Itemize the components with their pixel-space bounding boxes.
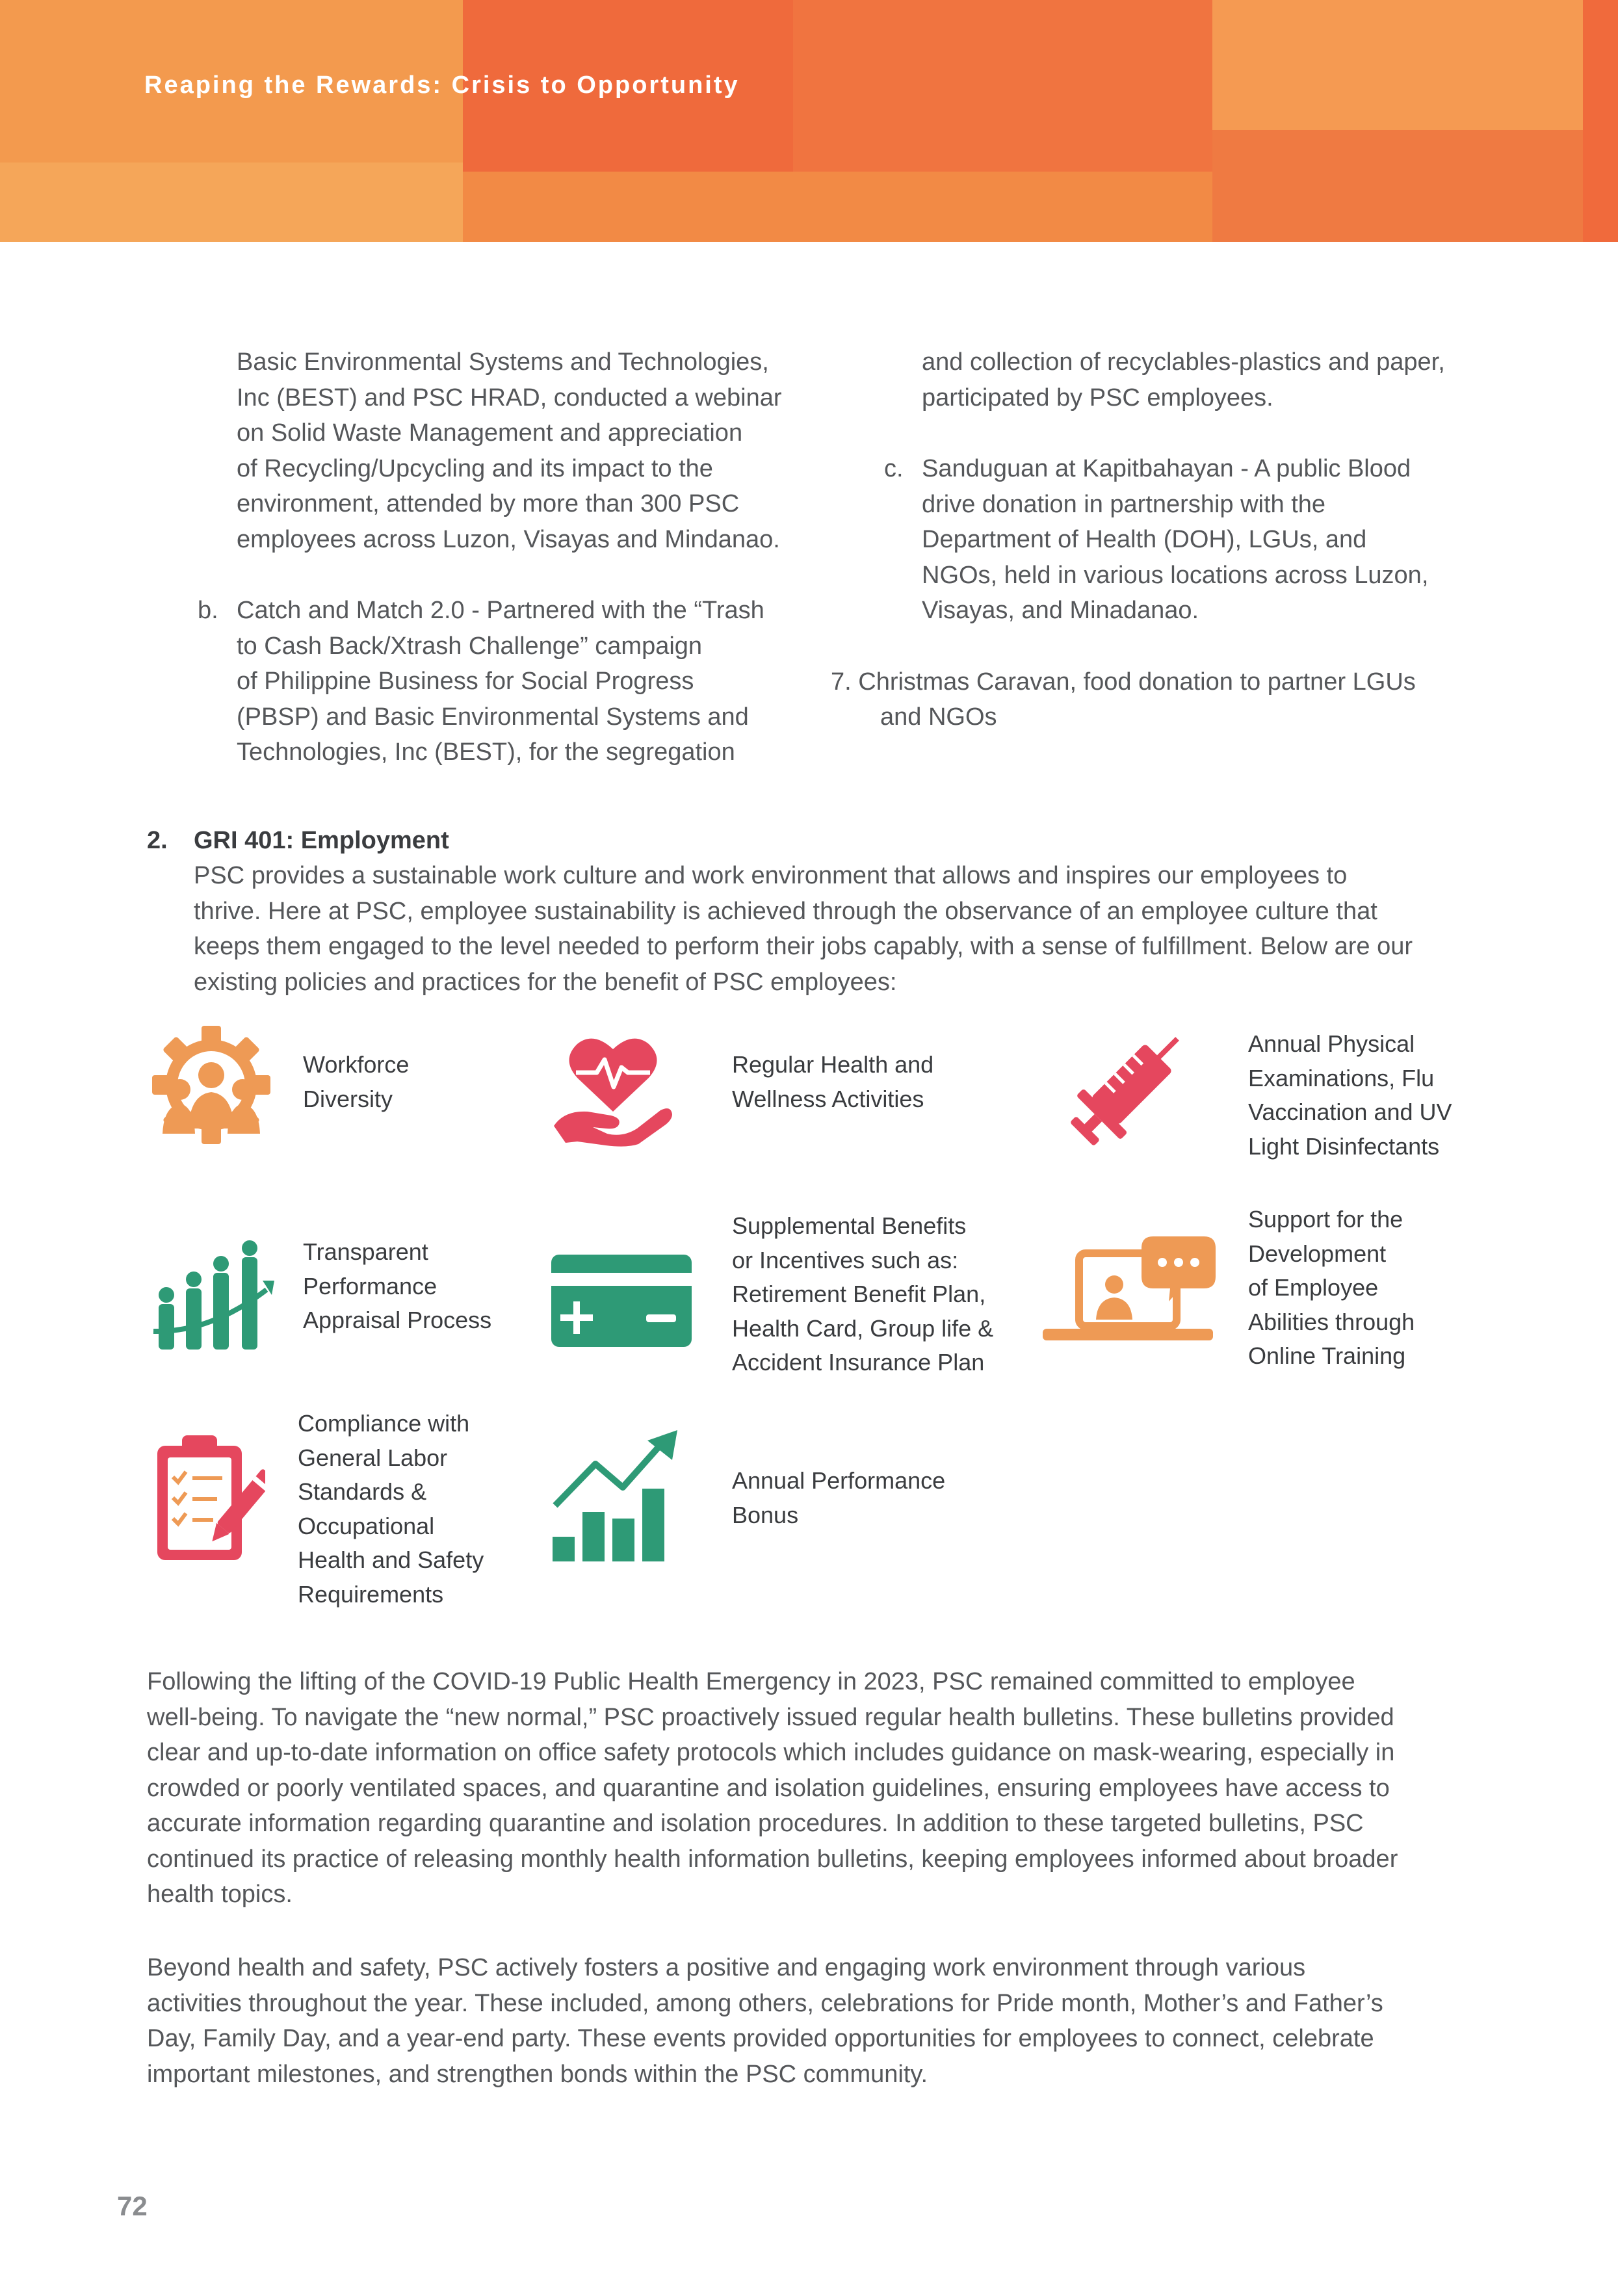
text-line: of Recycling/Upcycling and its impact to the [237, 454, 713, 482]
text-line: existing policies and practices for the benefit of PSC employees: [194, 968, 897, 996]
text-line: well-being. To navigate the “new normal,” PSC proactively issued regular health bulletins. These bulletins provided [147, 1703, 1394, 1731]
text-line: environment, attended by more than 300 PSC [237, 490, 740, 517]
text-line: accurate information regarding quarantine and isolation procedures. In addition to these targeted bulletins, PSC [147, 1810, 1364, 1837]
feature-appraisal-label: Transparent Performance Appraisal Process [303, 1238, 492, 1333]
text-line: Technologies, Inc (BEST), for the segregation [237, 738, 735, 766]
text-line: Catch and Match 2.0 - Partnered with the “Trash [237, 597, 764, 624]
text-line: activities throughout the year. These included, among others, celebrations for Pride month, Mother’s and Father’s [147, 1989, 1383, 2017]
text-line: clear and up-to-date information on office safety protocols which includes guidance on mask-wearing, especially in [147, 1739, 1395, 1766]
text-line: (PBSP) and Basic Environmental Systems and [237, 703, 749, 731]
header-title: Reaping the Rewards: Crisis to Opportunity [144, 72, 740, 99]
text-line: continued its practice of releasing monthly health information bulletins, keeping employees informed about broader [147, 1845, 1398, 1873]
paragraph-engagement [147, 1950, 1512, 2092]
header-banner [0, 0, 1618, 242]
feature-benefits-label: Supplemental Benefits or Incentives such as: Retirement Benefit Plan, Health Card, Group life & Accident Insurance Plan [732, 1212, 994, 1376]
text-line: and collection of recyclables-plastics and paper, [922, 348, 1445, 376]
feature-bonus-label: Annual Performance Bonus [732, 1467, 946, 1528]
feature-health-label: Regular Health and Wellness Activities [732, 1051, 934, 1112]
feature-training-label: Support for the Development of Employee Abilities through Online Training [1248, 1206, 1415, 1369]
page-number: 72 [117, 2191, 148, 2221]
bar-chart-growth-icon [550, 1428, 680, 1564]
text-line: employees across Luzon, Visayas and Mindanao. [237, 525, 780, 553]
text-line: to Cash Back/Xtrash Challenge” campaign [237, 632, 703, 660]
growth-people-icon [152, 1235, 276, 1352]
text-line: Day, Family Day, and a year-end party. These events provided opportunities for employees to connect, celebrate [147, 2025, 1374, 2052]
text-line: Beyond health and safety, PSC actively fosters a positive and engaging work environment through various [147, 1954, 1306, 1981]
text-line: Basic Environmental Systems and Technologies, [237, 348, 769, 376]
clipboard-icon [155, 1430, 265, 1563]
right-intro [922, 345, 1507, 415]
heart-hand-icon [551, 1027, 675, 1148]
text-line: crowded or poorly ventilated spaces, and quarantine and isolation guidelines, ensuring employees have access to [147, 1774, 1390, 1802]
text-line: participated by PSC employees. [922, 384, 1273, 411]
item-7-line2: and NGOs [880, 703, 997, 731]
text-line: NGOs, held in various locations across Luzon, [922, 561, 1429, 589]
text-line: Sanduguan at Kapitbahayan - A public Blood [922, 455, 1411, 482]
section-number: 2. [147, 827, 168, 854]
text-line: important milestones, and strengthen bonds within the PSC community. [147, 2060, 928, 2088]
text-line: on Solid Waste Management and appreciation [237, 419, 743, 447]
syringe-icon [1063, 1022, 1191, 1156]
gear-people-icon [151, 1024, 272, 1145]
health-card-icon [550, 1253, 693, 1348]
item-7-line1: 7. Christmas Caravan, food donation to partner LGUs [831, 668, 1416, 696]
item-c-label: c. [884, 455, 904, 482]
section-intro [194, 858, 1494, 1000]
item-b-text [237, 593, 809, 770]
paragraph-covid [147, 1664, 1512, 1912]
item-c-text [922, 451, 1507, 629]
section-heading: GRI 401: Employment [194, 827, 449, 854]
feature-compliance-label: Compliance with General Labor Standards & Occupational Health and Safety Requirements [298, 1410, 484, 1608]
feature-physical-label: Annual Physical Examinations, Flu Vaccination and UV Light Disinfectants [1248, 1030, 1452, 1160]
text-line: Department of Health (DOH), LGUs, and [922, 526, 1367, 553]
item-b-label: b. [198, 597, 218, 624]
text-line: drive donation in partnership with the [922, 490, 1326, 518]
text-line: of Philippine Business for Social Progress [237, 668, 694, 695]
text-line: Following the lifting of the COVID-19 Public Health Emergency in 2023, PSC remained committed to employee [147, 1668, 1355, 1695]
online-training-icon [1041, 1234, 1217, 1342]
text-line: health topics. [147, 1881, 293, 1908]
text-line: keeps them engaged to the level needed to perform their jobs capably, with a sense of fulfillment. Below are our [194, 933, 1413, 960]
text-line: Visayas, and Minadanao. [922, 597, 1199, 624]
text-line: thrive. Here at PSC, employee sustainability is achieved through the observance of an employee culture that [194, 897, 1377, 925]
text-line: Inc (BEST) and PSC HRAD, conducted a webinar [237, 384, 782, 411]
left-intro [237, 345, 809, 557]
feature-workforce-label: Workforce Diversity [303, 1051, 410, 1112]
text-line: PSC provides a sustainable work culture and work environment that allows and inspires our employees to [194, 862, 1348, 889]
